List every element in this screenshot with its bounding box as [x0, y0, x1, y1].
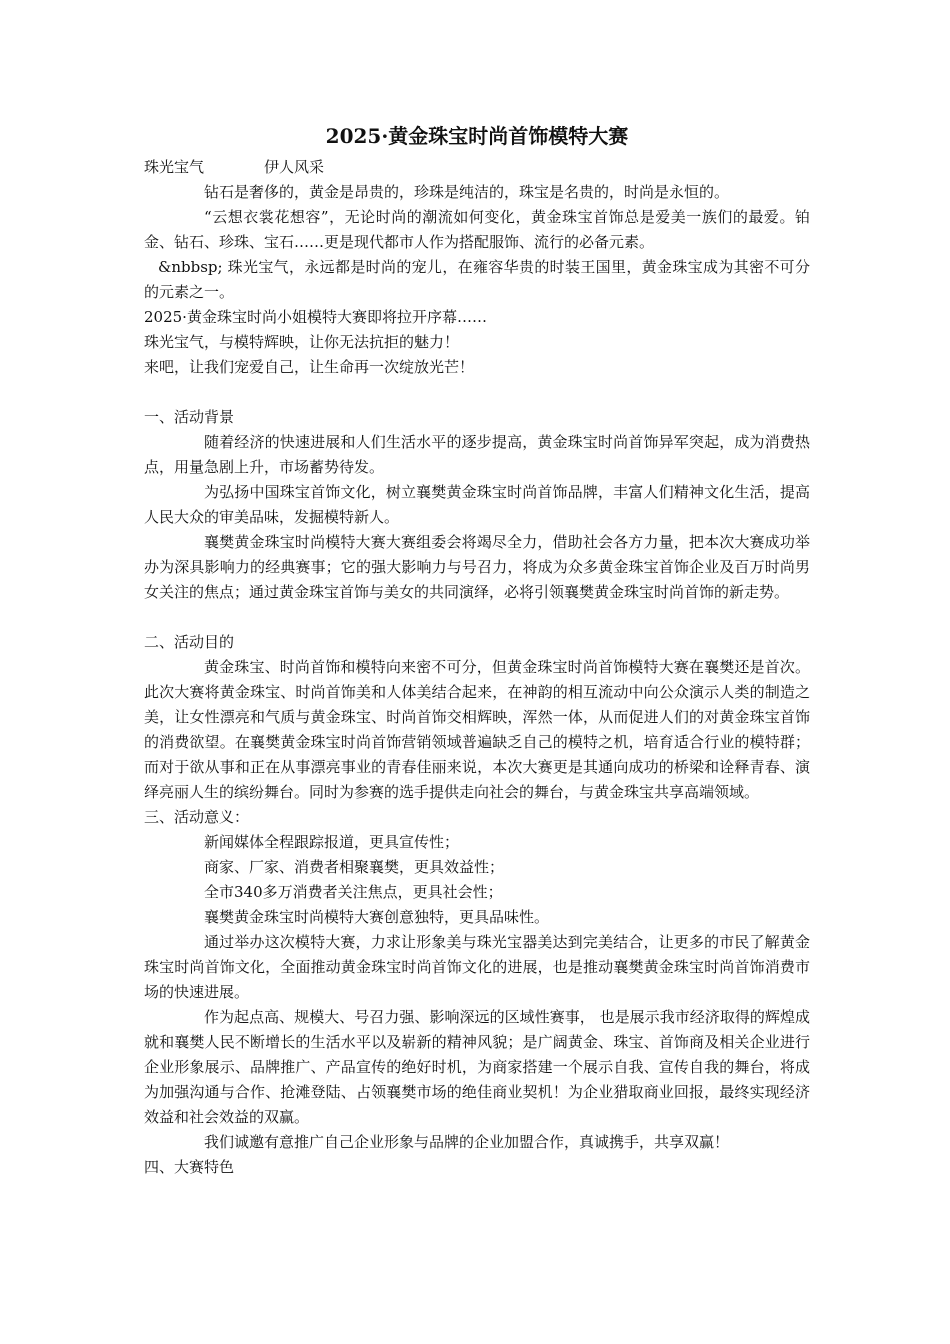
section-paragraph: 为弘扬中国珠宝首饰文化，树立襄樊黄金珠宝时尚首饰品牌，丰富人们精神文化生活，提高人民大众的审美品味，发掘模特新人。: [144, 483, 810, 526]
section-paragraph: 黄金珠宝、时尚首饰和模特向来密不可分，但黄金珠宝时尚首饰模特大赛在襄樊还是首次。此次大赛将黄金珠宝、时尚首饰美和人体美结合起来，在神韵的相互流动中向公众演示人类的制造之美，让女性漂亮和气质与黄金珠宝、时尚首饰交相辉映，浑然一体，从而促进人们的对黄金珠宝首饰的消费欲望。在襄樊黄金珠宝时尚首饰营销领域普遍缺乏自己的模特之机，培育适合行业的模特群；而对于欲从事和正在从事漂亮事业的青春佳丽来说，本次大赛更是其通向成功的桥梁和诠释青春、演绎亮丽人生的缤纷舞台。同时为参赛的选手提供走向社会的舞台，与黄金珠宝共享高端领域。: [144, 658, 810, 801]
tagline-right: 伊人风采: [264, 158, 325, 176]
section-heading-features: 四、大赛特色: [144, 1158, 235, 1176]
spacer: [144, 380, 810, 405]
section-paragraph: 作为起点高、规模大、号召力强、影响深远的区域性赛事， 也是展示我市经济取得的辉煌成就和襄樊人民不断增长的生活水平以及崭新的精神风貌；是广阔黄金、珠宝、首饰商及相关企业进行企业形象展示、品牌推广、产品宣传的绝好时机，为商家搭建一个展示自我、宣传自我的舞台，将成为加强沟通与合作、抢滩登陆、占领襄樊市场的绝佳商业契机！为企业猎取商业回报，最终实现经济效益和社会效益的双赢。: [144, 1008, 810, 1126]
tagline-left: 珠光宝气: [144, 158, 205, 176]
document-page: [144, 118, 810, 1180]
document-title: 2025·黄金珠宝时尚首饰模特大赛: [325, 124, 629, 148]
significance-point: 新闻媒体全程跟踪报道，更具宣传性；: [204, 833, 460, 851]
significance-point: 商家、厂家、消费者相聚襄樊，更具效益性；: [204, 858, 505, 876]
intro-line: 珠光宝气，与模特辉映，让你无法抗拒的魅力！: [144, 333, 460, 351]
section-paragraph: 我们诚邀有意推广自己企业形象与品牌的企业加盟合作，真诚携手，共享双赢！: [204, 1133, 730, 1151]
intro-line: 来吧，让我们宠爱自己，让生命再一次绽放光芒！: [144, 358, 475, 376]
section-heading-significance: 三、活动意义：: [144, 808, 250, 826]
section-paragraph: 襄樊黄金珠宝时尚模特大赛大赛组委会将竭尽全力，借助社会各方力量，把本次大赛成功举办为深具影响力的经典赛事；它的强大影响力与号召力，将成为众多黄金珠宝首饰企业及百万时尚男女关注的焦点；通过黄金珠宝首饰与美女的共同演绎，必将引领襄樊黄金珠宝时尚首饰的新走势。: [144, 533, 810, 601]
section-paragraph: 随着经济的快速进展和人们生活水平的逐步提高，黄金珠宝时尚首饰异军突起，成为消费热点，用量急剧上升，市场蓄势待发。: [144, 433, 810, 476]
section-heading-purpose: 二、活动目的: [144, 633, 235, 651]
spacer: [144, 605, 810, 630]
section-paragraph: 通过举办这次模特大赛，力求让形象美与珠光宝器美达到完美结合，让更多的市民了解黄金珠宝时尚首饰文化，全面推动黄金珠宝时尚首饰文化的进展，也是推动襄樊黄金珠宝时尚首饰消费市场的快速进展。: [144, 933, 810, 1001]
significance-point: 全市340多万消费者关注焦点，更具社会性；: [204, 883, 503, 901]
intro-paragraph: 钻石是奢侈的，黄金是昂贵的，珍珠是纯洁的，珠宝是名贵的，时尚是永恒的。: [204, 183, 730, 201]
intro-paragraph: &nbbsp; 珠光宝气，永远都是时尚的宠儿，在雍容华贵的时装王国里，黄金珠宝成为其密不可分的元素之一。: [144, 258, 810, 301]
intro-paragraph: “云想衣裳花想容”，无论时尚的潮流如何变化，黄金珠宝首饰总是爱美一族们的最爱。铂金、钻石、珍珠、宝石……更是现代都市人作为搭配服饰、流行的必备元素。: [144, 208, 810, 251]
section-heading-background: 一、活动背景: [144, 408, 235, 426]
tagline: [144, 155, 810, 180]
intro-line: 2025·黄金珠宝时尚小姐模特大赛即将拉开序幕……: [144, 308, 487, 326]
significance-point: 襄樊黄金珠宝时尚模特大赛创意独特，更具品味性。: [204, 908, 550, 926]
